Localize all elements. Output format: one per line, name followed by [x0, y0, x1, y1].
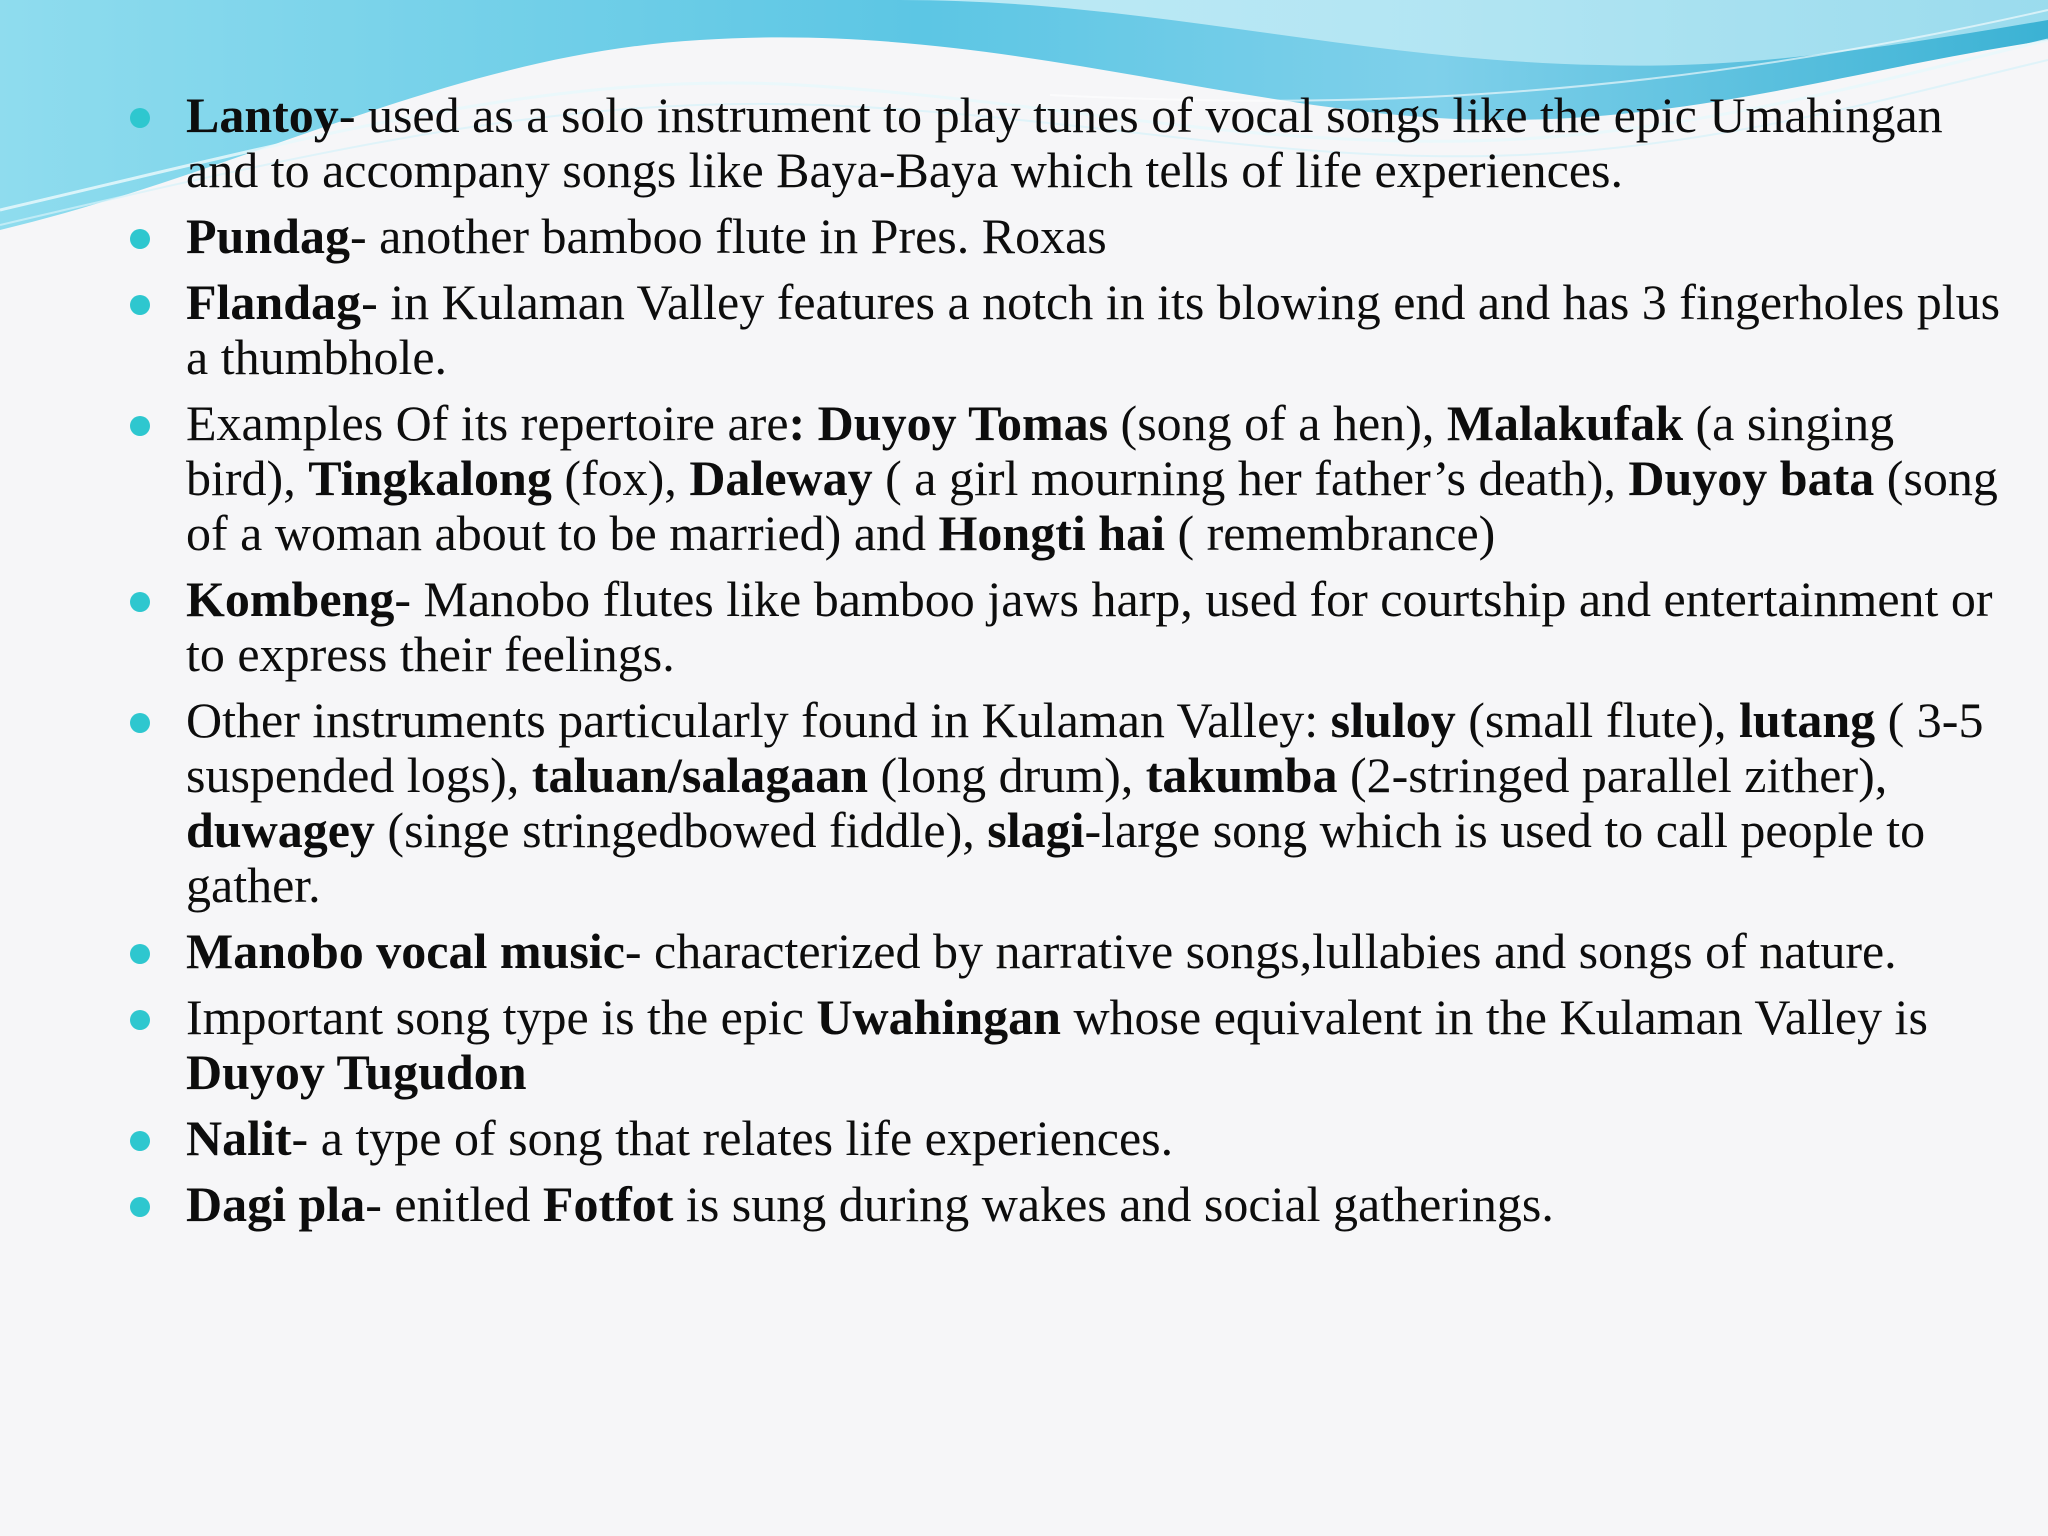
bold-term: Hongti hai	[938, 505, 1165, 561]
bold-term: Malakufak	[1446, 395, 1684, 451]
bold-term: Nalit	[186, 1110, 292, 1166]
bullet-dot-icon	[130, 944, 150, 964]
description-text: (2-stringed parallel zither),	[1337, 747, 1888, 803]
bold-term: Duyoy bata	[1628, 450, 1875, 506]
bold-term: duwagey	[186, 802, 375, 858]
bullet-list	[130, 88, 2010, 1243]
description-text: Examples Of its repertoire are	[186, 395, 789, 451]
bold-term: Uwahingan	[816, 989, 1061, 1045]
bold-term: lutang	[1738, 692, 1876, 748]
description-text: ( remembrance)	[1164, 505, 1496, 561]
bullet-item-dagi-pla	[130, 1177, 2010, 1232]
description-text: ( a girl mourning her father’s death),	[872, 450, 1629, 506]
description-text: (small flute),	[1455, 692, 1739, 748]
bullet-dot-icon	[130, 1010, 150, 1030]
description-text: (song of a hen),	[1108, 395, 1447, 451]
description-text: - used as a solo instrument to play tunes of vocal songs like the epic Umahingan and to accompany songs like Baya-Baya which tells of life experiences.	[186, 87, 1943, 198]
bullet-item-lantoy	[130, 88, 2010, 198]
description-text: (singe stringedbowed fiddle),	[374, 802, 988, 858]
bullet-dot-icon	[130, 1197, 150, 1217]
bold-term: Dagi pla	[186, 1176, 366, 1232]
bullet-dot-icon	[130, 229, 150, 249]
description-text: - another bamboo flute in Pres. Roxas	[349, 208, 1107, 264]
bold-term: Duyoy Tugudon	[186, 1044, 527, 1100]
bold-term: Manobo vocal music	[186, 923, 625, 979]
bold-term: sluloy	[1330, 692, 1456, 748]
bold-term: takumba	[1145, 747, 1338, 803]
bullet-dot-icon	[130, 108, 150, 128]
description-text: - Manobo flutes like bamboo jaws harp, used for courtship and entertainment or to express their feelings.	[186, 571, 1993, 682]
bullet-item-song-type	[130, 990, 2010, 1100]
bullet-item-repertoire	[130, 396, 2010, 561]
bold-term: Pundag	[186, 208, 350, 264]
bullet-item-flandag	[130, 275, 2010, 385]
bold-term: Flandag	[186, 274, 362, 330]
description-text: is sung during wakes and social gatherings.	[673, 1176, 1554, 1232]
description-text: -large song which is used to call people to gather.	[186, 802, 1926, 913]
description-text: Other instruments particularly found in Kulaman Valley:	[186, 692, 1331, 748]
bold-term: Tingkalong	[308, 450, 552, 506]
description-text: (a singing bird),	[186, 395, 1895, 506]
description-text: - enitled	[365, 1176, 543, 1232]
bullet-dot-icon	[130, 416, 150, 436]
bullet-item-vocal-music	[130, 924, 2010, 979]
bullet-dot-icon	[130, 713, 150, 733]
bullet-dot-icon	[130, 295, 150, 315]
bold-term: Fotfot	[542, 1176, 674, 1232]
description-text: (song of a woman about to be married) and	[186, 450, 1998, 561]
description-text: (fox),	[551, 450, 690, 506]
description-text: - in Kulaman Valley features a notch in its blowing end and has 3 fingerholes plus a thumbhole.	[186, 274, 2001, 385]
bold-term: : Duyoy Tomas	[788, 395, 1109, 451]
bullet-item-other-instruments	[130, 693, 2010, 913]
description-text: Important song type is the epic	[186, 989, 817, 1045]
description-text: (long drum),	[868, 747, 1146, 803]
bullet-item-kombeng	[130, 572, 2010, 682]
bold-term: slagi	[987, 802, 1085, 858]
bullet-item-pundag	[130, 209, 2010, 264]
bullet-dot-icon	[130, 592, 150, 612]
bullet-dot-icon	[130, 1131, 150, 1151]
bold-term: Daleway	[689, 450, 873, 506]
description-text: - characterized by narrative songs,lullabies and songs of nature.	[624, 923, 1897, 979]
description-text: whose equivalent in the Kulaman Valley is	[1060, 989, 1928, 1045]
bold-term: taluan/salagaan	[531, 747, 869, 803]
bullet-item-nalit	[130, 1111, 2010, 1166]
bold-term: Lantoy	[186, 87, 339, 143]
description-text: - a type of song that relates life experiences.	[291, 1110, 1174, 1166]
bold-term: Kombeng	[186, 571, 395, 627]
description-text: ( 3-5 suspended logs),	[186, 692, 1984, 803]
